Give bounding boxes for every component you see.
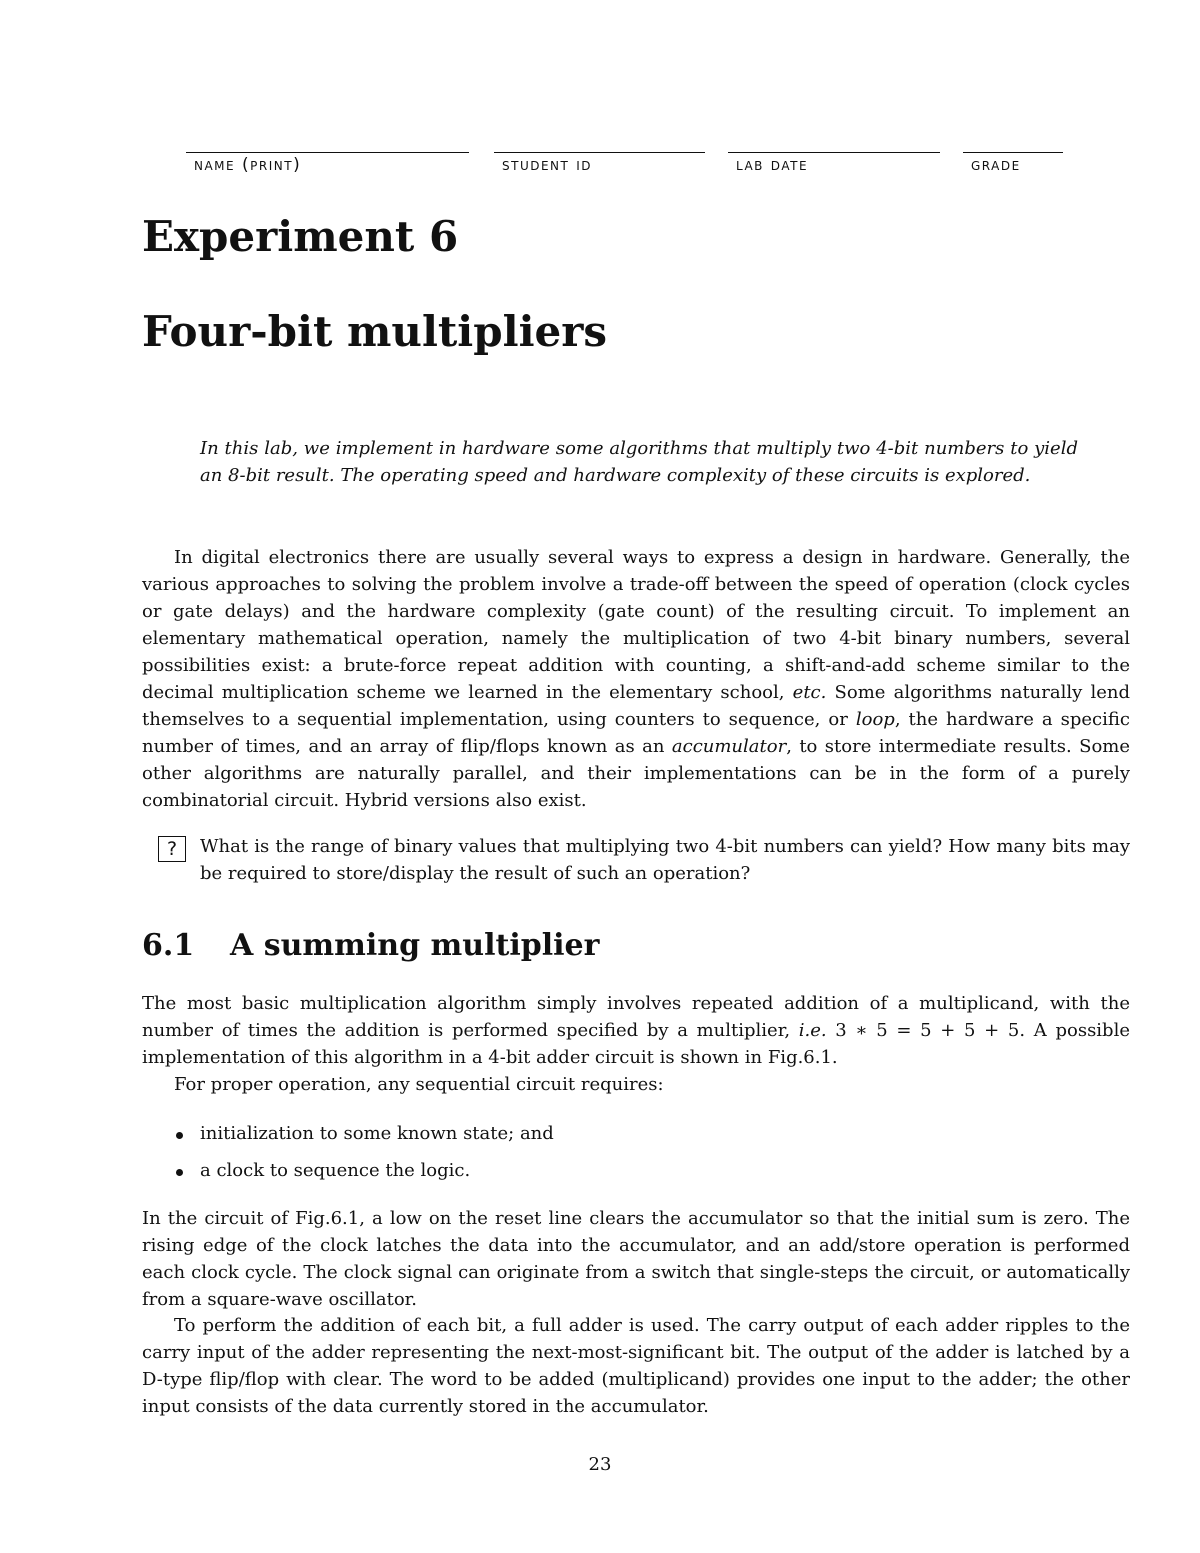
intro-text-1: In digital electronics there are usually several ways to express a design in hardware. Generally, the various approaches to solving the problem involve a trade-off between the speed of operation (clock cycles or gate delays) and the hardware complexity (gate count) of the resulting circuit. To implement an elementary mathematical operation, namely the multiplication of two 4-bit binary numbers, several possibilities exist: a brute-force repeat addition with counting, a shift-and-add scheme similar to the decimal multiplication scheme we learned in the elementary school, bbox=[142, 547, 1130, 703]
bullet-icon bbox=[176, 1169, 183, 1176]
lab-date-field bbox=[728, 152, 940, 175]
intro-paragraph bbox=[142, 544, 1130, 814]
list-item-text: initialization to some known state; and bbox=[200, 1123, 554, 1144]
name-label: name (print) bbox=[194, 155, 302, 175]
bullet-icon bbox=[176, 1132, 183, 1139]
intro-loop: loop bbox=[855, 709, 895, 730]
intro-etc: etc. bbox=[792, 682, 827, 703]
summing-paragraph bbox=[142, 990, 1130, 1071]
page-number: 23 bbox=[588, 1454, 612, 1475]
student-id-field bbox=[494, 152, 705, 175]
adder-paragraph: To perform the addition of each bit, a full adder is used. The carry output of each adder ripples to the carry input of the adder representing the next-most-significant bit. The output of the adder is latched by a D-type flip/flop with clear. The word to be added (multiplicand) provides one input to the adder; the other input consists of the data currently stored in the accumulator. bbox=[142, 1315, 1130, 1417]
section-title: A summing multiplier bbox=[230, 928, 600, 963]
lab-date-label: lab date bbox=[736, 155, 809, 175]
question-mark-icon: ? bbox=[158, 836, 186, 862]
section-heading bbox=[142, 928, 599, 963]
question-block bbox=[158, 833, 1130, 887]
requirements-list bbox=[170, 1120, 1130, 1194]
grade-field bbox=[963, 152, 1063, 175]
list-item bbox=[170, 1120, 1130, 1147]
requirements-paragraph: For proper operation, any sequential circuit requires: bbox=[174, 1074, 664, 1095]
intro-text-4: , to store intermediate results. Some other algorithms are naturally parallel, and their implementations can be in the form of a purely combinatorial circuit. Hybrid versions also exist. bbox=[142, 736, 1131, 811]
student-id-label: student id bbox=[502, 155, 593, 175]
summing-ie: i.e. bbox=[798, 1020, 827, 1041]
list-item-text: a clock to sequence the logic. bbox=[200, 1160, 471, 1181]
name-field bbox=[186, 152, 469, 175]
grade-label: grade bbox=[971, 155, 1021, 175]
experiment-subtitle: Four-bit multipliers bbox=[142, 307, 608, 356]
intro-text-3: , the hardware a specific number of times, and an array of flip/flops known as an bbox=[142, 709, 1130, 757]
summing-text-1: The most basic multiplication algorithm simply involves repeated addition of a multiplicand, with the number of times the addition is performed specified by a multiplier, bbox=[142, 993, 1130, 1041]
summing-text-2: A possible implementation of this algorithm in a 4-bit adder circuit is shown in Fig.6.1. bbox=[142, 1020, 1130, 1068]
question-text: What is the range of binary values that multiplying two 4-bit numbers can yield? How many bits may be required to store/display the result of such an operation? bbox=[200, 836, 1130, 884]
experiment-title: Experiment 6 bbox=[142, 212, 459, 261]
abstract: In this lab, we implement in hardware some algorithms that multiply two 4-bit numbers to yield an 8-bit result. The operating speed and hardware complexity of these circuits is explored. bbox=[200, 438, 1078, 486]
intro-text-2: Some algorithms naturally lend themselves to a sequential implementation, using counters to sequence, or bbox=[142, 682, 1130, 730]
list-item bbox=[170, 1157, 1130, 1184]
circuit-paragraph: In the circuit of Fig.6.1, a low on the reset line clears the accumulator so that the initial sum is zero. The rising edge of the clock latches the data into the accumulator, and an add/store operation is performed each clock cycle. The clock signal can originate from a switch that single-steps the circuit, or automatically from a square-wave oscillator. bbox=[142, 1208, 1130, 1310]
summing-math: 3 ∗ 5 = 5 + 5 + 5. bbox=[826, 1020, 1026, 1041]
section-number: 6.1 bbox=[142, 928, 195, 963]
intro-accumulator: accumulator bbox=[671, 736, 787, 757]
